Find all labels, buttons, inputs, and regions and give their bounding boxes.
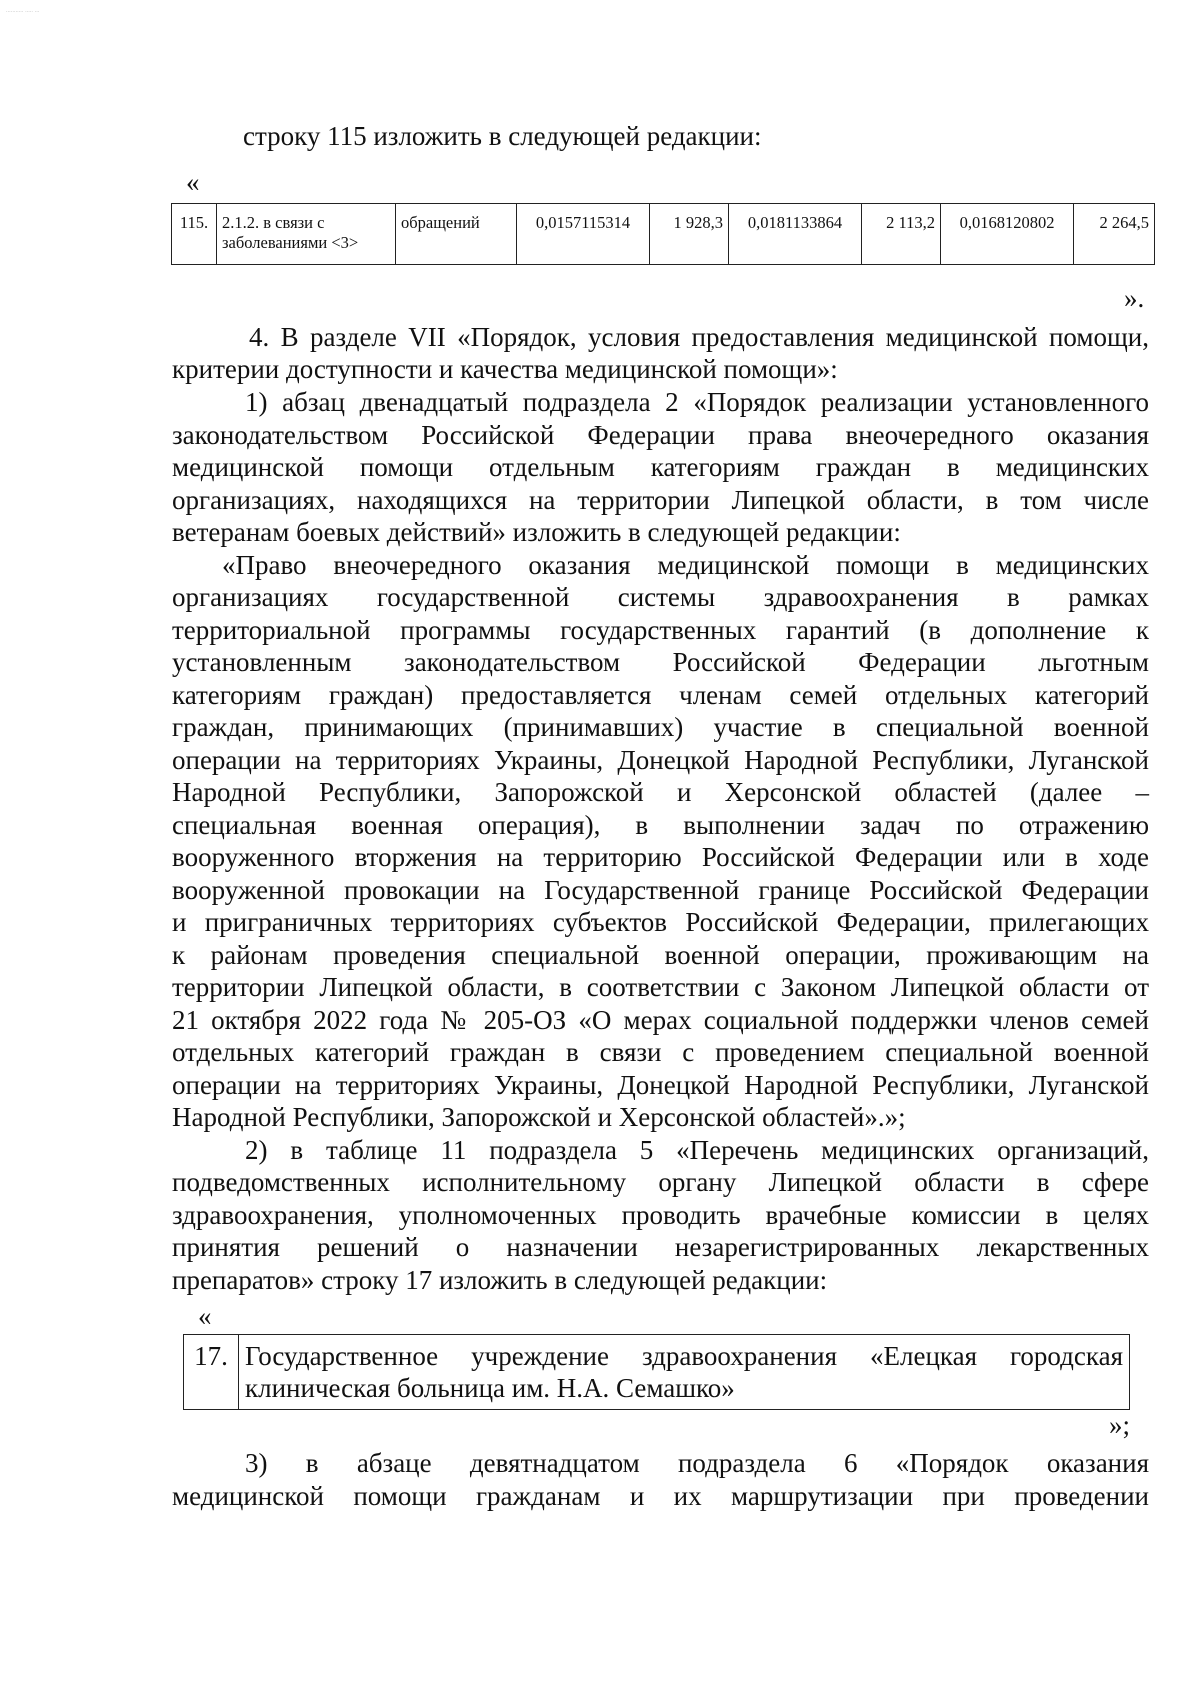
item2-line: подведомственных исполнительному органу Липецкой области в сфере: [172, 1167, 1149, 1197]
item2-line: принятия решений о назначении незарегистрированных лекарственных: [172, 1232, 1149, 1262]
item1-line: организациях, находящихся на территории Липецкой области, в том числе: [172, 485, 1149, 515]
quote-para-line: операции на территориях Украины, Донецкой Народной Республики, Луганской: [172, 1070, 1149, 1100]
quote-open-1: «: [186, 167, 200, 197]
scan-marker: ··········· ····· ···: [6, 9, 40, 15]
cell-value-1: 0,0157115314: [517, 204, 650, 265]
table-row-115: [171, 203, 1155, 265]
table-row: [172, 204, 1155, 265]
item1-line: законодательством Российской Федерации права внеочередного оказания: [172, 420, 1149, 450]
quote-para-line: «Право внеочередного оказания медицинской помощи в медицинских: [222, 550, 1149, 580]
cell-value-4: 2 113,2: [862, 204, 941, 265]
cell-unit: обращений: [396, 204, 517, 265]
para4-line: критерии доступности и качества медицинской помощи»:: [172, 354, 838, 384]
quote-para-line: специальная военная операция), в выполнении задач по отражению: [172, 810, 1149, 840]
quote-para-line: территории Липецкой области, в соответствии с Законом Липецкой области от: [172, 972, 1149, 1002]
item3-line: медицинской помощи гражданам и их маршрутизации при проведении: [172, 1481, 1149, 1511]
item1-line: медицинской помощи отдельным категориям граждан в медицинских: [172, 452, 1149, 482]
quote-close-2: »;: [1109, 1410, 1131, 1440]
item1-line: ветеранам боевых действий» изложить в следующей редакции:: [172, 517, 901, 547]
quote-para-line: категориям граждан) предоставляется членам семей отдельных категорий: [172, 680, 1149, 710]
item3-line: 3) в абзаце девятнадцатом подраздела 6 «Порядок оказания: [245, 1448, 1149, 1478]
quote-para-line: установленным законодательством Российской Федерации льготным: [172, 647, 1149, 677]
cell-value-5: 0,0168120802: [941, 204, 1074, 265]
quote-para-line: территориальной программы государственных гарантий (в дополнение к: [172, 615, 1149, 645]
item2-line: 2) в таблице 11 подраздела 5 «Перечень медицинских организаций,: [245, 1135, 1149, 1165]
cell-organization: Государственное учреждение здравоохранения «Елецкая городская клиническая больница им. Н.А. Семашко»: [239, 1335, 1130, 1410]
item1-line: 1) абзац двенадцатый подраздела 2 «Порядок реализации установленного: [245, 387, 1149, 417]
quote-para-line: вооруженной провокации на Государственной границе Российской Федерации: [172, 875, 1149, 905]
quote-open-2: «: [198, 1301, 212, 1331]
table-row: [184, 1335, 1130, 1410]
quote-para-line: операции на территориях Украины, Донецкой Народной Республики, Луганской: [172, 745, 1149, 775]
cell-value-6: 2 264,5: [1074, 204, 1155, 265]
quote-para-line: и приграничных территориях субъектов Российской Федерации, прилегающих: [172, 907, 1149, 937]
quote-para-line: Народной Республики, Запорожской и Херсонской областей».»;: [172, 1102, 906, 1132]
quote-para-line: отдельных категорий граждан в связи с проведением специальной военной: [172, 1037, 1149, 1067]
cell-number: 115.: [172, 204, 217, 265]
quote-para-line: вооруженного вторжения на территорию Российской Федерации или в ходе: [172, 842, 1149, 872]
header-line: строку 115 изложить в следующей редакции:: [243, 121, 762, 151]
quote-para-line: 21 октября 2022 года № 205-ОЗ «О мерах социальной поддержки членов семей: [172, 1005, 1149, 1035]
cell-number: 17.: [184, 1335, 239, 1410]
para4-line: 4. В разделе VII «Порядок, условия предоставления медицинской помощи,: [249, 322, 1149, 352]
quote-para-line: граждан, принимающих (принимавших) участие в специальной военной: [172, 712, 1149, 742]
cell-value-2: 1 928,3: [650, 204, 729, 265]
cell-value-3: 0,0181133864: [729, 204, 862, 265]
table-row-17: [183, 1334, 1130, 1410]
quote-close-1: ».: [1124, 283, 1145, 313]
item2-line: препаратов» строку 17 изложить в следующей редакции:: [172, 1265, 828, 1295]
quote-para-line: организациях государственной системы здравоохранения в рамках: [172, 582, 1149, 612]
quote-para-line: к районам проведения специальной военной операции, проживающим на: [172, 940, 1149, 970]
item2-line: здравоохранения, уполномоченных проводить врачебные комиссии в целях: [172, 1200, 1149, 1230]
quote-para-line: Народной Республики, Запорожской и Херсонской областей (далее –: [172, 777, 1149, 807]
cell-description: 2.1.2. в связи с заболеваниями <3>: [217, 204, 396, 265]
